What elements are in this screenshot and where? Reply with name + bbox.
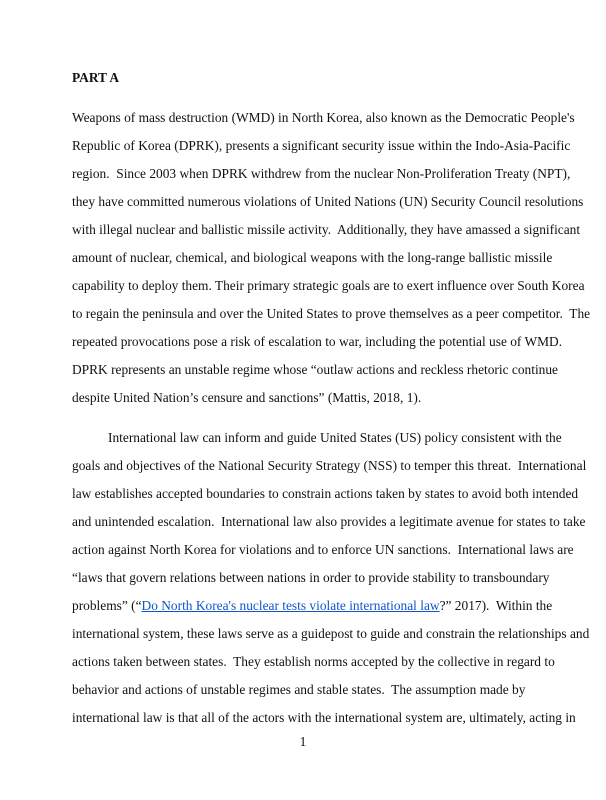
paragraph-line: they have committed numerous violations of United Nations (UN) Security Council resolutions [72,194,584,209]
paragraph-line: action against North Korea for violations and to enforce UN sanctions. International laws are [72,542,574,557]
citation-prefix: problems” (“ [72,598,142,613]
paragraph-line: law establishes accepted boundaries to constrain actions taken by states to avoid both intended [72,486,579,501]
paragraph-line: to regain the peninsula and over the United States to prove themselves as a peer competitor. The [72,306,591,321]
citation-line [72,596,552,616]
paragraph-line: behavior and actions of unstable regimes and stable states. The assumption made by [72,682,526,697]
page-number: 1 [299,734,307,749]
paragraph-line: “laws that govern relations between nations in order to provide stability to transboundary [72,570,550,585]
paragraph-line: Weapons of mass destruction (WMD) in North Korea, also known as the Democratic People's [72,110,575,125]
paragraph-line: actions taken between states. They establish norms accepted by the collective in regard to [72,654,555,669]
paragraph-line: Republic of Korea (DPRK), presents a significant security issue within the Indo-Asia-Pacific [72,138,571,153]
paragraph-line: international law is that all of the actors with the international system are, ultimately, acting in [72,710,576,725]
citation-suffix: ?” 2017). Within the [439,598,553,613]
paragraph-line: with illegal nuclear and ballistic missile activity. Additionally, they have amassed a significant [72,222,581,237]
paragraph-line: and unintended escalation. International law also provides a legitimate avenue for states to take [72,514,586,529]
section-heading: PART A [72,70,120,85]
paragraph-line: amount of nuclear, chemical, and biological weapons with the long-range ballistic missile [72,250,553,265]
citation-link[interactable]: Do North Korea's nuclear tests violate international law [141,598,440,613]
paragraph-line: International law can inform and guide United States (US) policy consistent with the [108,430,562,445]
paragraph-line: capability to deploy them. Their primary strategic goals are to exert influence over South Korea [72,278,585,293]
paragraph-line: despite United Nation’s censure and sanctions” (Mattis, 2018, 1). [72,390,422,405]
paragraph-line: repeated provocations pose a risk of escalation to war, including the potential use of WMD. [72,334,563,349]
paragraph-line: international system, these laws serve as a guidepost to guide and constrain the relationships and [72,626,590,641]
paragraph-line: DPRK represents an unstable regime whose “outlaw actions and reckless rhetoric continue [72,362,559,377]
paragraph-line: goals and objectives of the National Security Strategy (NSS) to temper this threat. International [72,458,587,473]
paragraph-line: region. Since 2003 when DPRK withdrew from the nuclear Non-Proliferation Treaty (NPT), [72,166,571,181]
